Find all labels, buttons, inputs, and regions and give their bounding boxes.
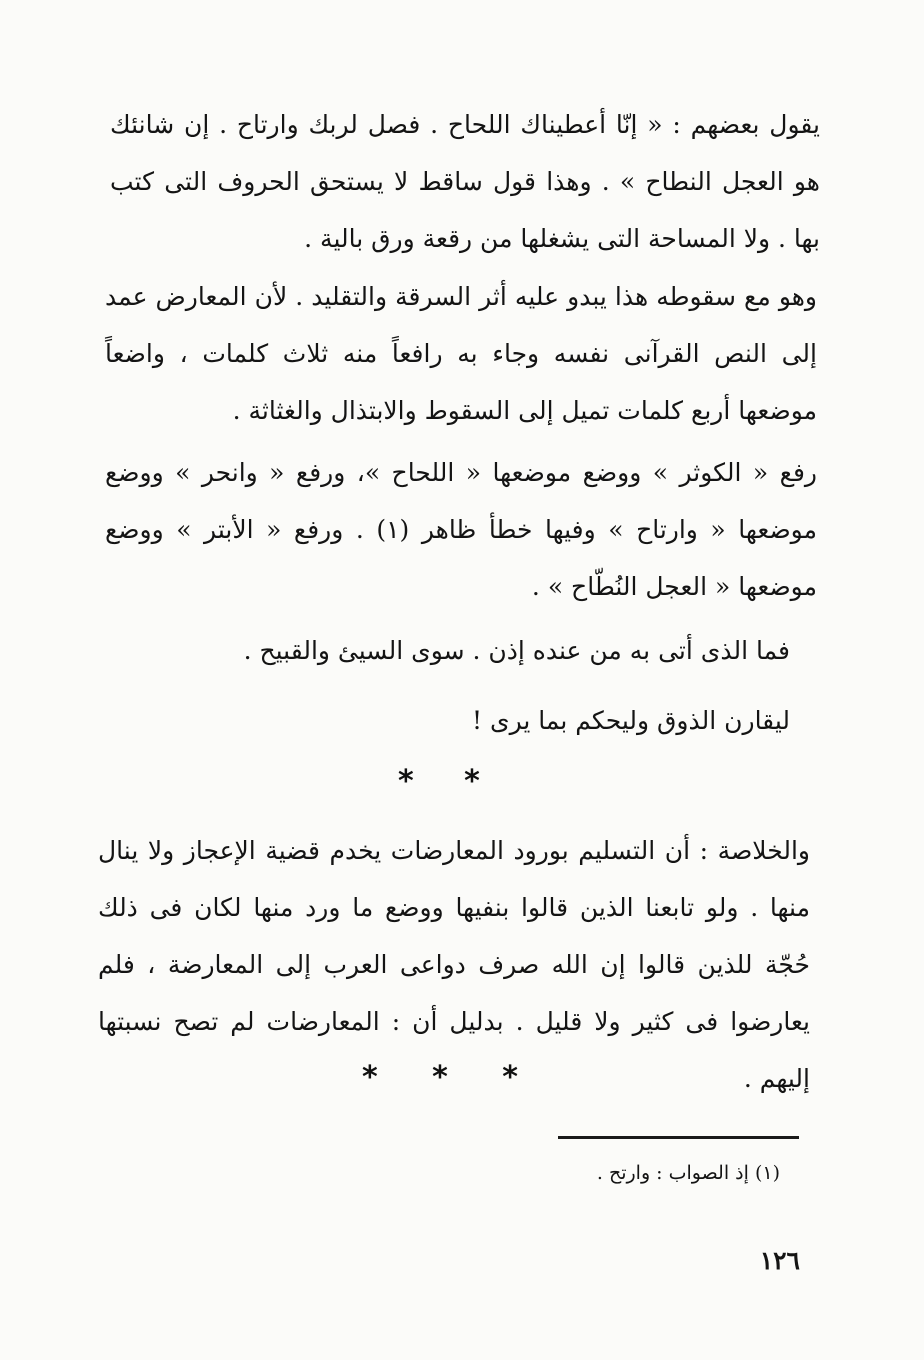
paragraph-1: يقول بعضهم : « إنّا أعطيناك اللحاح . فصل لربك وارتاح . إن شانئك هو العجل النطاح » . وهذا قول ساقط لا يستحق الحروف التى كتب بها . ولا المساحة التى يشغلها من رقعة ورق بالية . bbox=[110, 110, 820, 253]
footnote: (١) إذ الصواب : وارتح . bbox=[596, 1162, 780, 1184]
paragraph-2: وهو مع سقوطه هذا يبدو عليه أثر السرقة والتقليد . لأن المعارض عمد إلى النص القرآنى نفسه وجاء به رافعاً منه ثلاث كلمات ، واضعاً موضعها أربع كلمات تميل إلى السقوط والابتذال والغثاثة . bbox=[105, 282, 817, 425]
section-separator-1: * * bbox=[398, 764, 480, 799]
section-separator-2: * * * bbox=[362, 1060, 518, 1095]
page-number: ١٢٦ bbox=[759, 1246, 800, 1275]
paragraph-3: رفع « الكوثر » ووضع موضعها « اللحاح »، ورفع « وانحر » ووضع موضعها « وارتاح » وفيها خطأ ظاهر (١) . ورفع « الأبتر » ووضع موضعها « العجل النُطّاح » . bbox=[105, 458, 817, 601]
paragraph-4: فما الذى أتى به من عنده إذن . سوى السيئ والقبيح . bbox=[243, 636, 790, 665]
paragraph-5: ليقارن الذوق وليحكم بما يرى ! bbox=[472, 706, 790, 735]
paragraph-6: والخلاصة : أن التسليم بورود المعارضات يخدم قضية الإعجاز ولا ينال منها . ولو تابعنا الذين قالوا بنفيها ووضع ما ورد منها لكان فى ذلك حُجّة للذين قالوا إن الله صرف دواعى العرب إلى المعارضة ، فلم يعارضوا فى كثير ولا قليل . بدليل أن : المعارضات لم تصح نسبتها إليهم . bbox=[98, 836, 810, 1093]
footnote-divider bbox=[558, 1136, 799, 1139]
